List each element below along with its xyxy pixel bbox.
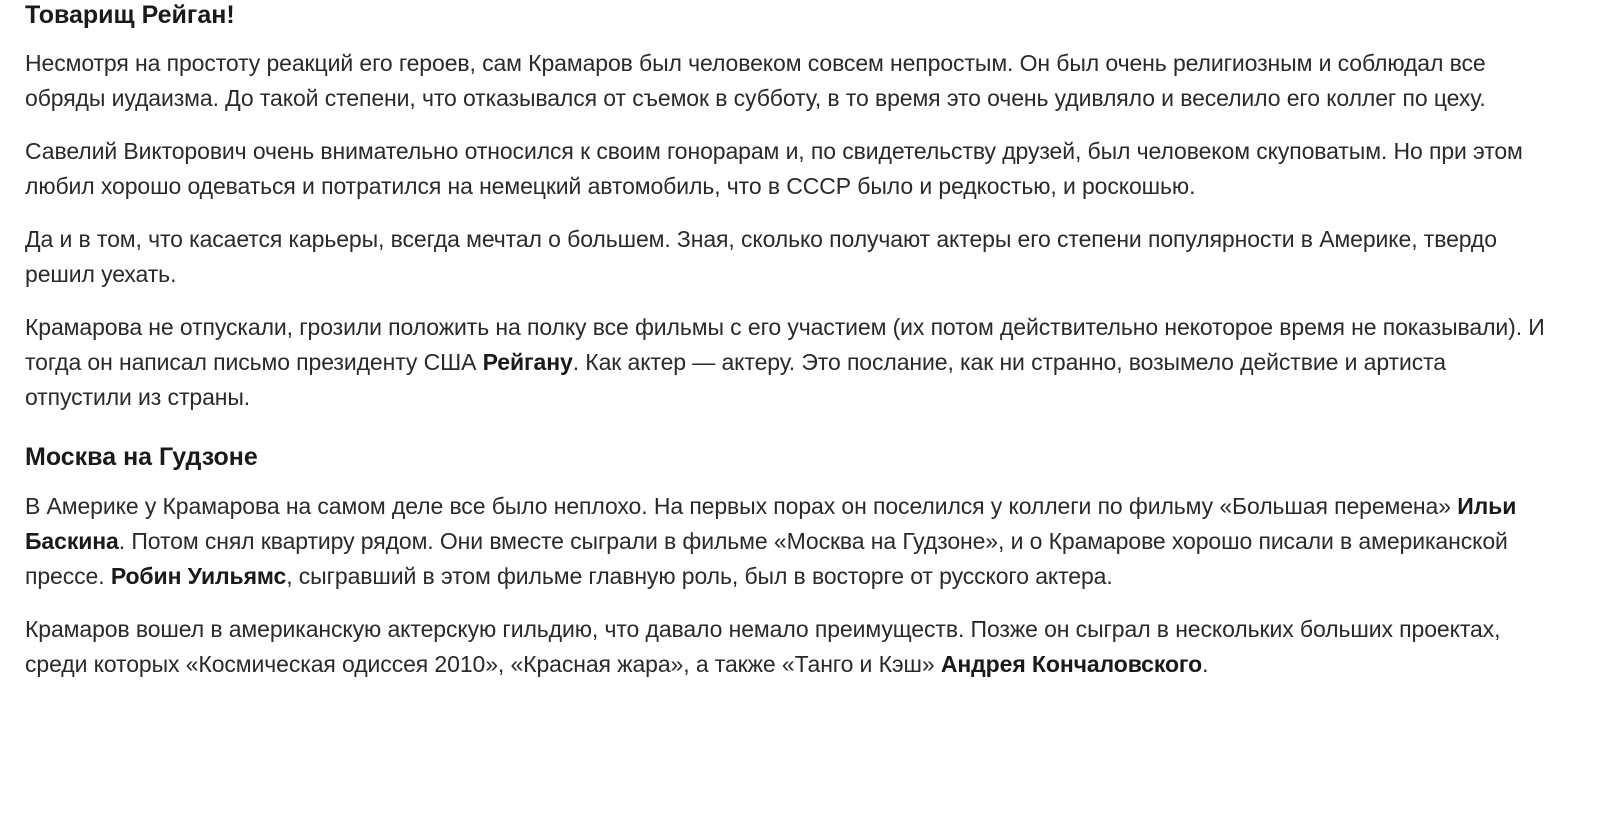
bold-name-baskin: Ильи Баскина <box>25 493 1517 554</box>
text-run: . Как актер — актеру. Это послание, как ни странно, возымело действие и артиста отпустили из страны. <box>25 349 1446 410</box>
paragraph-career: Да и в том, что касается карьеры, всегда мечтал о большем. Зная, сколько получают актеры его степени популярности в Америке, твердо решил уехать. <box>25 226 1497 287</box>
text-run: В Америке у Крамарова на самом деле все было неплохо. На первых порах он поселился у коллеги по фильму «Большая перемена» <box>25 493 1458 519</box>
section-heading-comrade-reagan: Товарищ Рейган! <box>25 1 235 29</box>
paragraph-religion: Несмотря на простоту реакций его героев, сам Крамаров был человеком совсем непростым. Он был очень религиозным и соблюдал все обряды иудаизма. До такой степени, что отказывался от съемок в субботу, в то время это очень удивляло и веселило его коллег по цеху. <box>25 50 1486 111</box>
bold-name-williams: Робин Уильямс <box>110 563 287 589</box>
text-run: . <box>1202 651 1209 677</box>
bold-name-konchalovsky: Андрея Кончаловского <box>940 651 1203 677</box>
section-heading-moscow-on-hudson: Москва на Гудзоне <box>25 443 258 471</box>
text-run: . Потом снял квартиру рядом. Они вместе сыграли в фильме «Москва на Гудзоне», и о Крамарове хорошо писали в американской прессе. <box>25 528 1508 589</box>
text-run: , сыгравший в этом фильме главную роль, был в восторге от русского актера. <box>286 563 1113 589</box>
text-run: Крамарова не отпускали, грозили положить на полку все фильмы с его участием (их потом действительно некоторое время не показывали). И тогда он написал письмо президенту США <box>25 314 1545 375</box>
paragraph-actors-guild <box>25 612 1558 682</box>
paragraph-america <box>25 489 1558 594</box>
text-run: Крамаров вошел в американскую актерскую гильдию, что давало немало преимуществ. Позже он сыграл в нескольких больших проектах, среди которых «Космическая одиссея 2010», «Красная жара», а также «Танго и Кэш» <box>25 616 1501 677</box>
paragraph-letter-to-reagan <box>25 310 1558 415</box>
paragraph-fees: Савелий Викторович очень внимательно относился к своим гонорарам и, по свидетельству друзей, был человеком скуповатым. Но при этом любил хорошо одеваться и потратился на немецкий автомобиль, что в СССР было и редкостью, и роскошью. <box>25 138 1523 199</box>
bold-name-reagan: Рейгану <box>482 349 573 375</box>
